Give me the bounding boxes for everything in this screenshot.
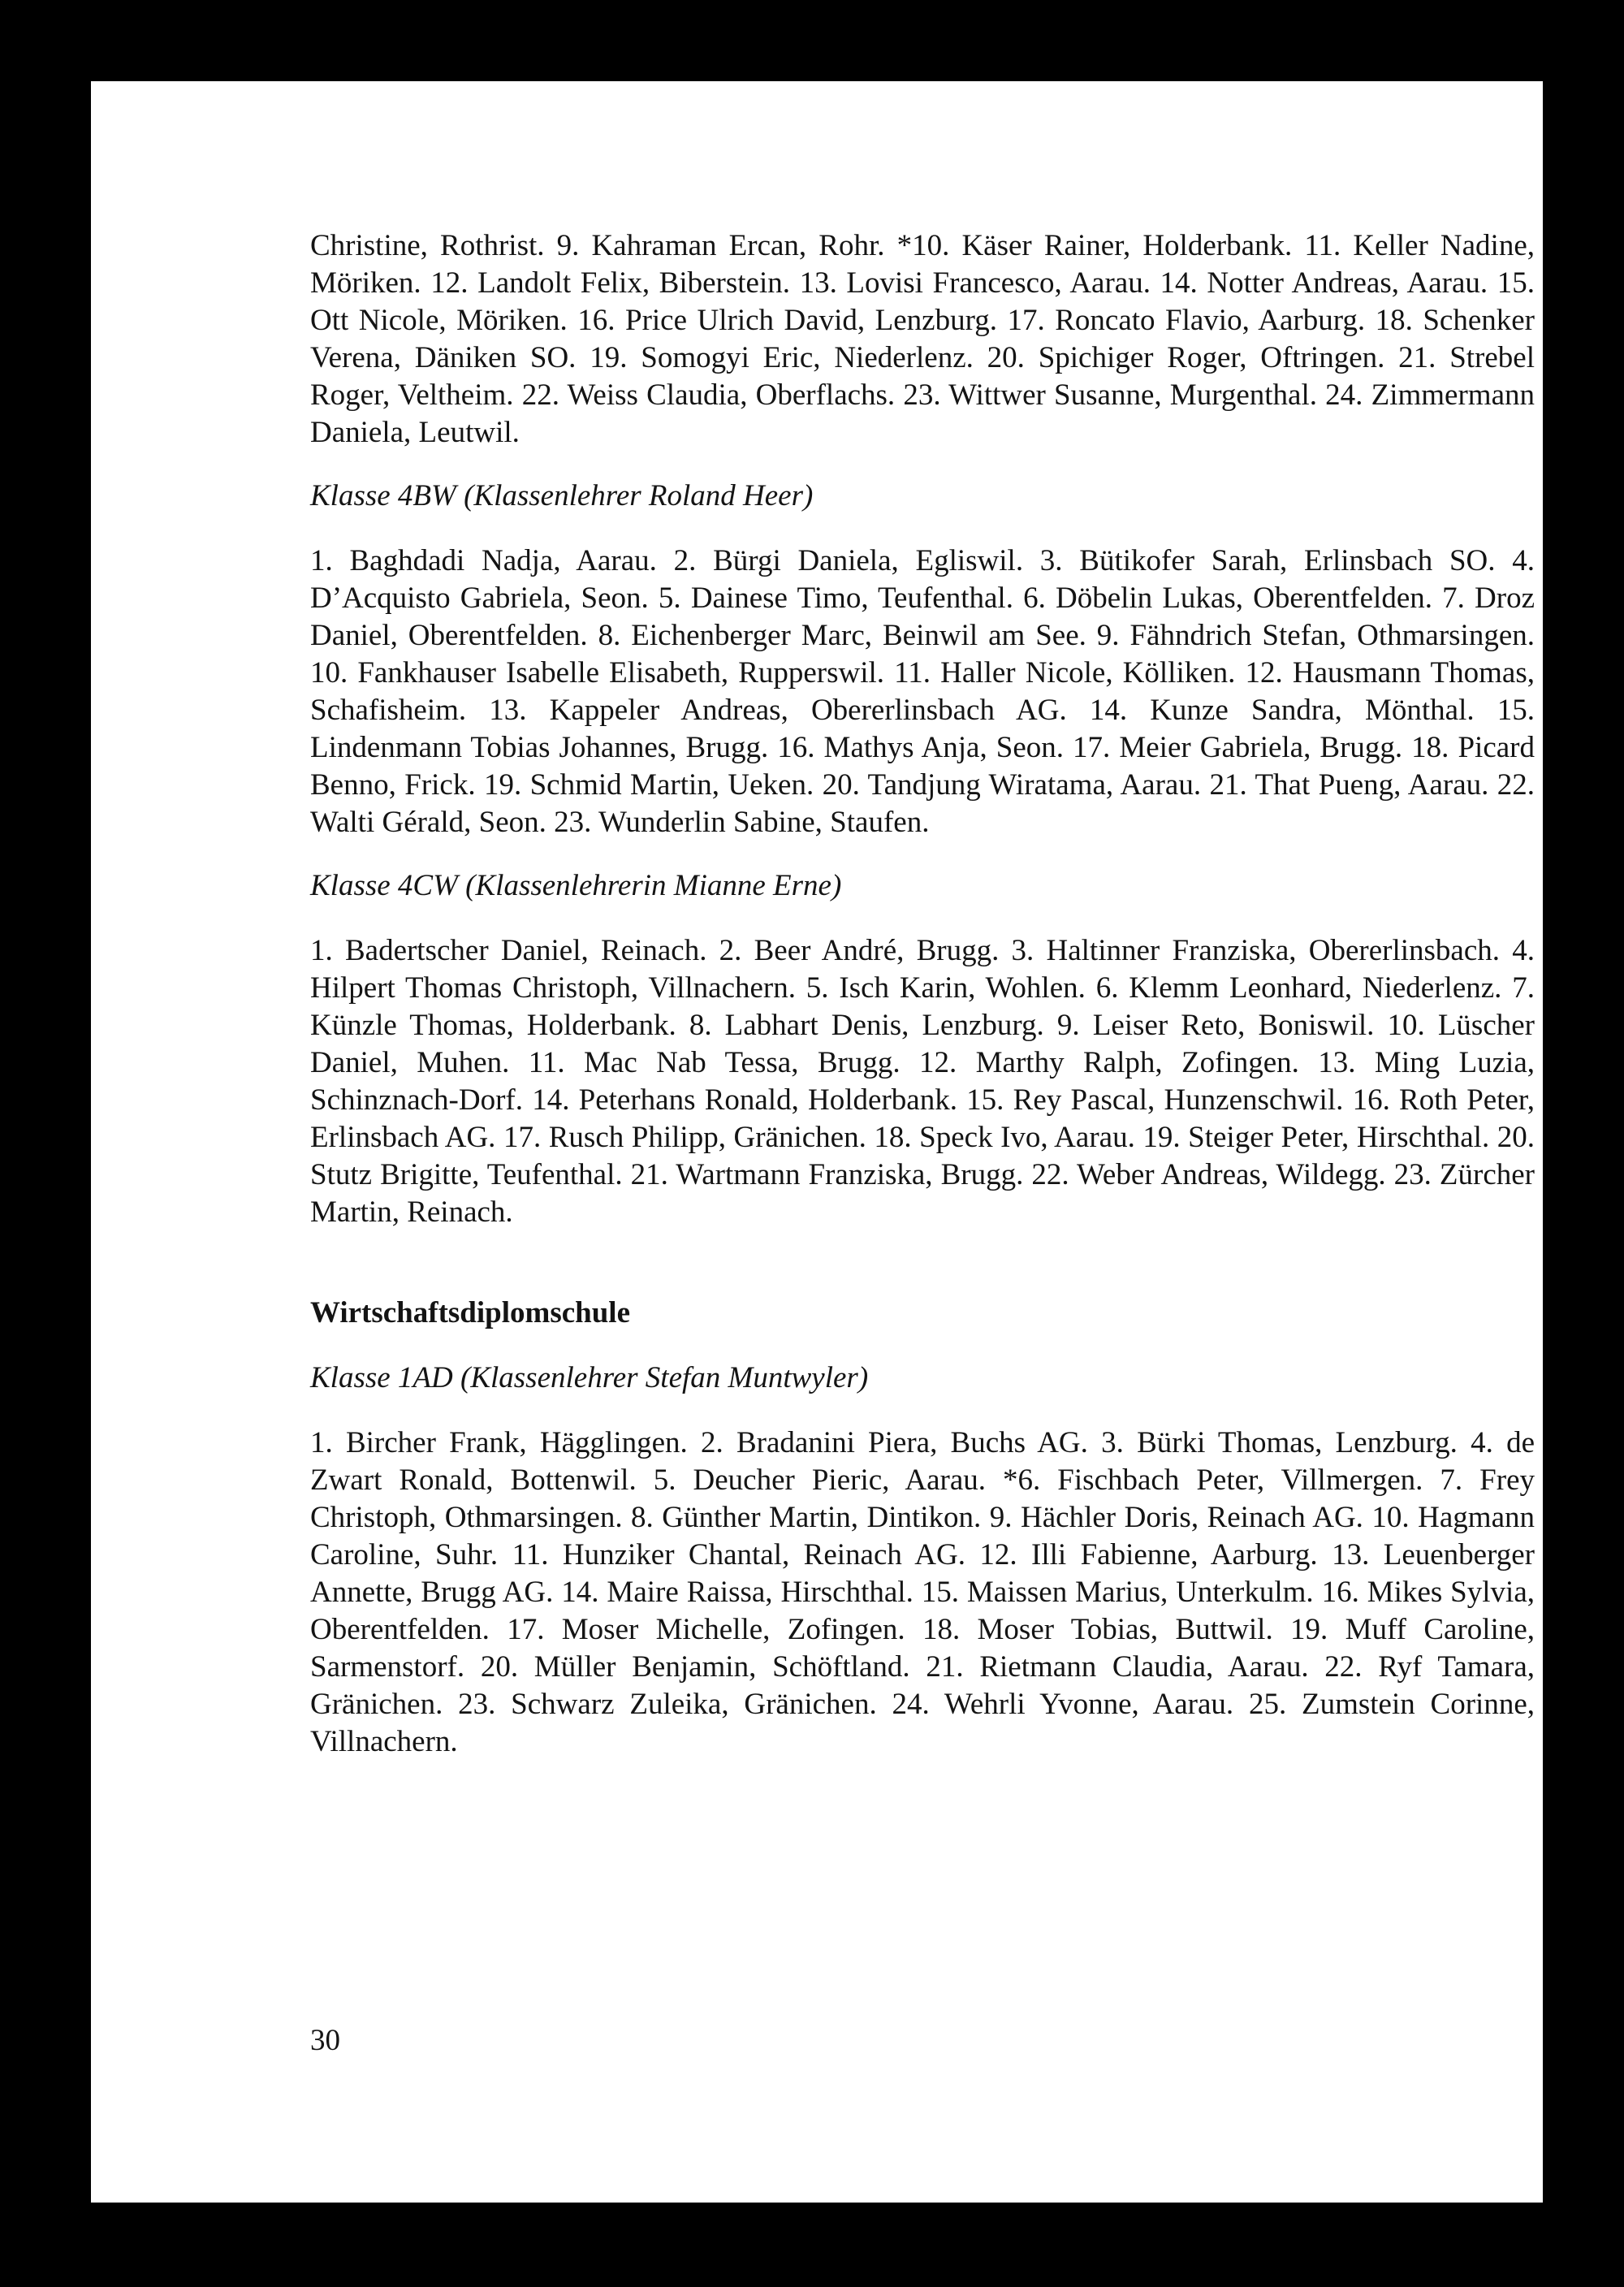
section-title: Wirtschaftsdiplomschule xyxy=(310,1296,631,1329)
page-number: 30 xyxy=(310,2024,340,2057)
class-4cw-list: 1. Badertscher Daniel, Reinach. 2. Beer André, Brugg. 3. Haltinner Franziska, Obererlinsbach. 4. Hilpert Thomas Christoph, Villnachern. 5. Isch Karin, Wohlen. 6. Klemm Leonhard, Niederlenz. 7. Künzle Thomas, Holderbank. 8. Labhart Denis, Lenzburg. 9. Leiser Reto, Boniswil. 10. Lüscher Daniel, Muhen. 11. Mac Nab Tessa, Brugg. 12. Marthy Ralph, Zofingen. 13. Ming Luzia, Schinznach-Dorf. 14. Peterhans Ronald, Holderbank. 15. Rey Pascal, Hunzenschwil. 16. Roth Peter, Erlinsbach AG. 17. Rusch Philipp, Gränichen. 18. Speck Ivo, Aarau. 19. Steiger Peter, Hirschthal. 20. Stutz Brigitte, Teufenthal. 21. Wartmann Franziska, Brugg. 22. Weber Andreas, Wildegg. 23. Zürcher Martin, Reinach. xyxy=(310,934,1535,1229)
class-4cw-heading: Klasse 4CW (Klassenlehrerin Mianne Erne) xyxy=(310,869,842,902)
document-page xyxy=(91,81,1543,2203)
intro-paragraph: Christine, Rothrist. 9. Kahraman Ercan, Rohr. *10. Käser Rainer, Holderbank. 11. Keller Nadine, Möriken. 12. Landolt Felix, Biberstein. 13. Lovisi Francesco, Aarau. 14. Notter Andreas, Aarau. 15. Ott Nicole, Möriken. 16. Price Ulrich David, Lenzburg. 17. Roncato Flavio, Aarburg. 18. Schenker Verena, Däniken SO. 19. Somogyi Eric, Niederlenz. 20. Spichiger Roger, Oftringen. 21. Strebel Roger, Veltheim. 22. Weiss Claudia, Oberflachs. 23. Wittwer Susanne, Murgenthal. 24. Zimmermann Daniela, Leutwil. xyxy=(310,229,1535,449)
page-content xyxy=(310,227,1535,1761)
class-4bw-heading: Klasse 4BW (Klassenlehrer Roland Heer) xyxy=(310,479,814,512)
class-1ad-heading: Klasse 1AD (Klassenlehrer Stefan Muntwyler) xyxy=(310,1361,869,1394)
class-4bw-list: 1. Baghdadi Nadja, Aarau. 2. Bürgi Daniela, Egliswil. 3. Bütikofer Sarah, Erlinsbach SO. 4. D’Acquisto Gabriela, Seon. 5. Dainese Timo, Teufenthal. 6. Döbelin Lukas, Oberentfelden. 7. Droz Daniel, Oberentfelden. 8. Eichenberger Marc, Beinwil am See. 9. Fähndrich Stefan, Othmarsingen. 10. Fankhauser Isabelle Elisabeth, Rupperswil. 11. Haller Nicole, Kölliken. 12. Hausmann Thomas, Schafisheim. 13. Kappeler Andreas, Obererlinsbach AG. 14. Kunze Sandra, Mönthal. 15. Lindenmann Tobias Johannes, Brugg. 16. Mathys Anja, Seon. 17. Meier Gabriela, Brugg. 18. Picard Benno, Frick. 19. Schmid Martin, Ueken. 20. Tandjung Wiratama, Aarau. 21. That Pueng, Aarau. 22. Walti Gérald, Seon. 23. Wunderlin Sabine, Staufen. xyxy=(310,544,1535,839)
class-1ad-list: 1. Bircher Frank, Hägglingen. 2. Bradanini Piera, Buchs AG. 3. Bürki Thomas, Lenzburg. 4. de Zwart Ronald, Bottenwil. 5. Deucher Pieric, Aarau. *6. Fischbach Peter, Villmergen. 7. Frey Christoph, Othmarsingen. 8. Günther Martin, Dintikon. 9. Hächler Doris, Reinach AG. 10. Hagmann Caroline, Suhr. 11. Hunziker Chantal, Reinach AG. 12. Illi Fabienne, Aarburg. 13. Leuenberger Annette, Brugg AG. 14. Maire Raissa, Hirschthal. 15. Maissen Marius, Unterkulm. 16. Mikes Sylvia, Oberentfelden. 17. Moser Michelle, Zofingen. 18. Moser Tobias, Buttwil. 19. Muff Caroline, Sarmenstorf. 20. Müller Benjamin, Schöftland. 21. Rietmann Claudia, Aarau. 22. Ryf Tamara, Gränichen. 23. Schwarz Zuleika, Gränichen. 24. Wehrli Yvonne, Aarau. 25. Zumstein Corinne, Villnachern. xyxy=(310,1426,1535,1758)
